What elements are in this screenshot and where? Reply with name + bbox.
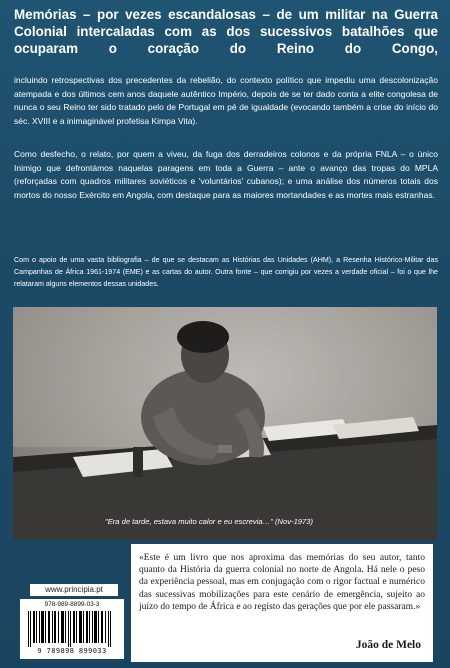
synopsis-paragraph: Como desfecho, o relato, por quem a viveu, da fuga dos derradeiros colonos e da própria FNLA – o único Inimigo que defrontámos naquelas paragens em toda a Guerra – ante o avanço das tropas do MPLA (reforçadas com quadros militares soviéticos e 'voluntários' cubanos); e uma análise dos números totais dos mortos do nosso Exército em Angola, com destaque para as maiores mortandades e as mortes mais estranhas. xyxy=(14,149,438,200)
author-photo xyxy=(13,307,437,540)
review-quote-author: João de Melo xyxy=(355,639,421,651)
intro-headline: Memórias – por vezes escandalosas – de um militar na Guerra Colonial intercaladas com as dos sucessivos batalhões que ocuparam o coração do Reino do Congo, xyxy=(14,7,438,56)
barcode-bars xyxy=(26,611,118,647)
isbn-number: 978-989-8899-03-3 xyxy=(44,601,100,608)
sources-paragraph: Com o apoio de uma vasta bibliografia – de que se destacam as Histórias das Unidades (AHM), a Resenha Histórico-Militar das Campanhas de África 1961-1974 (EME) e as cartas do autor. Outra fonte – que corrigiu por vezes a verdade oficial – foi o que lhe relataram alguns elementos dessas unidades. xyxy=(14,256,438,288)
intro-continuation: incluindo retrospectivas dos precedentes da rebelião, do contexto político que impediu uma descolonização atempada e dos últimos cem anos daquele autêntico Império, depois de se ter dado conta a elite congolesa de nunca o seu Reino ter sido tratado pelo de Portugal em pé de igualdade (evocando também a crise do início do séc. XVIII e a inimaginável profetisa Kimpa Vita). xyxy=(14,75,438,126)
review-quote-box xyxy=(131,544,433,662)
review-quote-text: «Este é um livro que nos aproxima das memórias do seu autor, tanto quanto da História da guerra colonial no norte de Angola. Há nele o peso da experiência pessoal, mas em conjugação com o rigor factual e numérico das sucessivas mobilizações para este cenário de emergência, sujeito ao juízo do tempo de África e ao registo das gerações que por ele passaram.» xyxy=(139,553,425,612)
barcode-digits: 9 789898 899033 xyxy=(37,647,107,655)
publisher-website[interactable]: www.principia.pt xyxy=(30,584,118,596)
photo-caption: "Era de tarde, estava muito calor e eu escrevia…" (Nov-1973) xyxy=(105,517,313,526)
isbn-barcode xyxy=(20,599,124,659)
photo-illustration xyxy=(13,307,437,540)
